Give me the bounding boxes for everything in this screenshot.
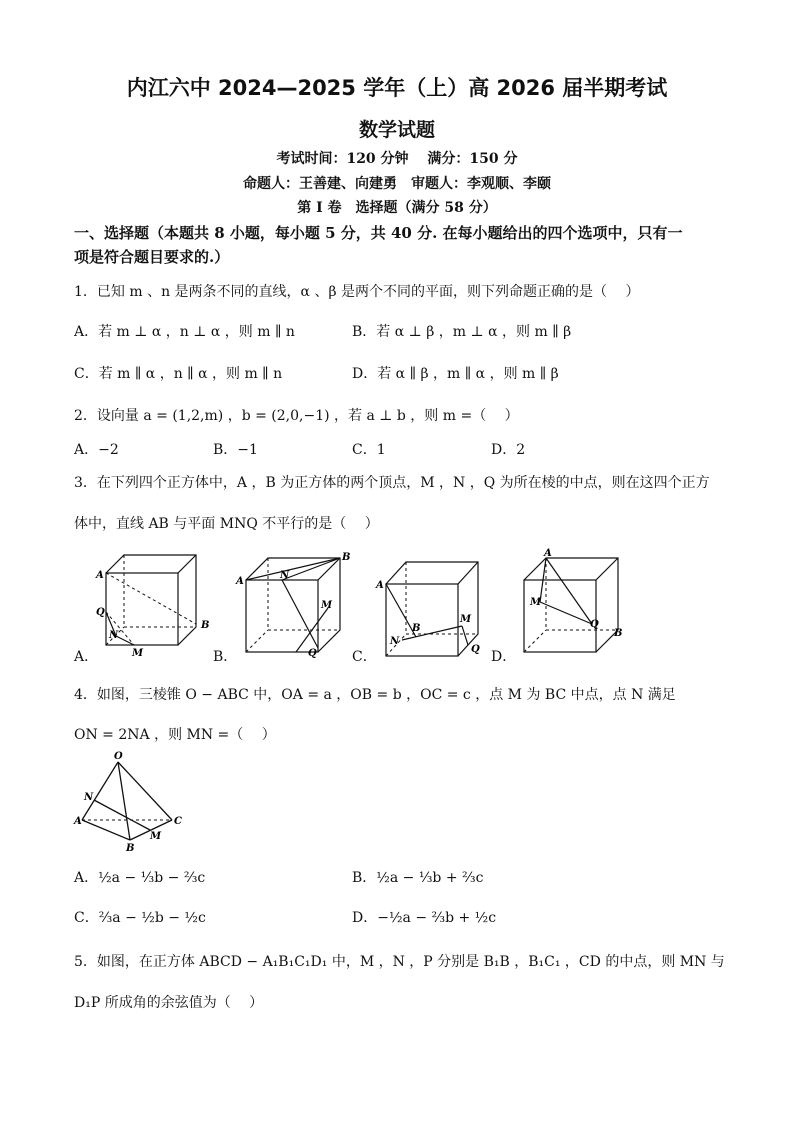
label-b: B [342, 552, 351, 563]
volume-heading: 第 I 卷 选择题（满分 58 分） [297, 200, 497, 216]
label-b: B [614, 628, 623, 639]
label-a: A [544, 548, 552, 559]
label-a: A [376, 580, 384, 591]
q2-option-a: A．−2 [74, 442, 119, 458]
label-b: B [126, 843, 135, 854]
q4-option-c: C．⅔a − ½b − ½c [74, 910, 206, 926]
label-a: A [74, 816, 82, 827]
q3-stem-line1: 3．在下列四个正方体中，A ，B 为正方体的两个顶点，M ，N ，Q 为所在棱的中点，则在这四个正方 [74, 475, 710, 491]
label-n: N [84, 792, 94, 803]
exam-info: 考试时间：120 分钟 满分：150 分 [276, 151, 518, 167]
q4-option-b: B．½a − ⅓b + ⅔c [352, 870, 484, 886]
label-o: O [114, 751, 123, 762]
label-q: Q [471, 644, 480, 655]
q5-stem-line1: 5．如图，在正方体 ABCD − A₁B₁C₁D₁ 中，M ，N ，P 分别是 B₁B ，B₁C₁ ，CD 的中点，则 MN 与 [74, 954, 725, 970]
q3-option-b: B． [213, 649, 238, 665]
label-b: B [412, 623, 421, 634]
label-a: A [96, 570, 104, 581]
label-b: B [201, 620, 210, 631]
page-subtitle: 数学试题 [358, 119, 435, 141]
tetrahedron-figure [72, 750, 192, 855]
q2-option-d: D．2 [491, 442, 526, 458]
q3-option-c: C． [352, 649, 377, 665]
q5-stem-line2: D₁P 所成角的余弦值为（ ） [74, 995, 264, 1011]
label-m: M [132, 648, 144, 658]
q3-stem-line2: 体中，直线 AB 与平面 MNQ 不平行的是（ ） [74, 516, 379, 532]
label-n: N [280, 570, 290, 581]
label-q: Q [308, 648, 317, 658]
q3-option-d: D． [491, 649, 517, 665]
label-n: N [390, 636, 400, 647]
q1-option-b: B．若 α ⊥ β ，m ⊥ α ，则 m ∥ β [352, 324, 572, 340]
label-c: C [174, 816, 182, 827]
q4-option-d: D．−½a − ⅔b + ½c [352, 910, 497, 926]
q4-option-a: A．½a − ⅓b − ⅔c [74, 870, 206, 886]
label-n: N [109, 630, 119, 641]
q1-stem: 1．已知 m 、n 是两条不同的直线，α 、β 是两个不同的平面，则下列命题正确的是（ ） [74, 284, 640, 300]
q3-option-a: A． [74, 649, 99, 665]
page-title: 内江六中 2024—2025 学年（上）高 2026 届半期考试 [126, 76, 668, 100]
q2-stem: 2．设向量 a = (1,2,m) ，b = (2,0,−1) ，若 a ⊥ b ，则 m =（ ） [74, 408, 519, 424]
label-m: M [460, 614, 472, 625]
label-a: A [236, 576, 244, 587]
label-m: M [150, 831, 162, 842]
q4-stem-line1: 4．如图，三棱锥 O − ABC 中，OA = a ，OB = b ，OC = c ，点 M 为 BC 中点，点 N 满足 [74, 687, 676, 703]
label-m: M [321, 600, 333, 611]
q1-option-a: A．若 m ⊥ α ，n ⊥ α ，则 m ∥ n [74, 324, 295, 340]
q1-option-d: D．若 α ∥ β ，m ∥ α ，则 m ∥ β [352, 366, 559, 382]
label-m: M [530, 597, 542, 608]
q4-stem-line2: ON = 2NA ，则 MN =（ ） [74, 727, 276, 743]
label-q: Q [590, 619, 599, 630]
section-heading-line2: 项是符合题目要求的.） [74, 248, 230, 266]
section-heading-line1: 一、选择题（本题共 8 小题，每小题 5 分，共 40 分. 在每小题给出的四个选项中，只有一 [74, 224, 683, 242]
exam-authors: 命题人：王善建、向建勇 审题人：李观顺、李颐 [243, 176, 551, 192]
q2-option-c: C．1 [352, 442, 386, 458]
label-q: Q [96, 607, 105, 618]
q1-option-c: C．若 m ∥ α ，n ∥ α ，则 m ∥ n [74, 366, 283, 382]
cube-figure-d [510, 548, 640, 658]
q2-option-b: B．−1 [213, 442, 258, 458]
cube-figure-b [232, 548, 362, 658]
cube-figure-a [92, 548, 222, 658]
